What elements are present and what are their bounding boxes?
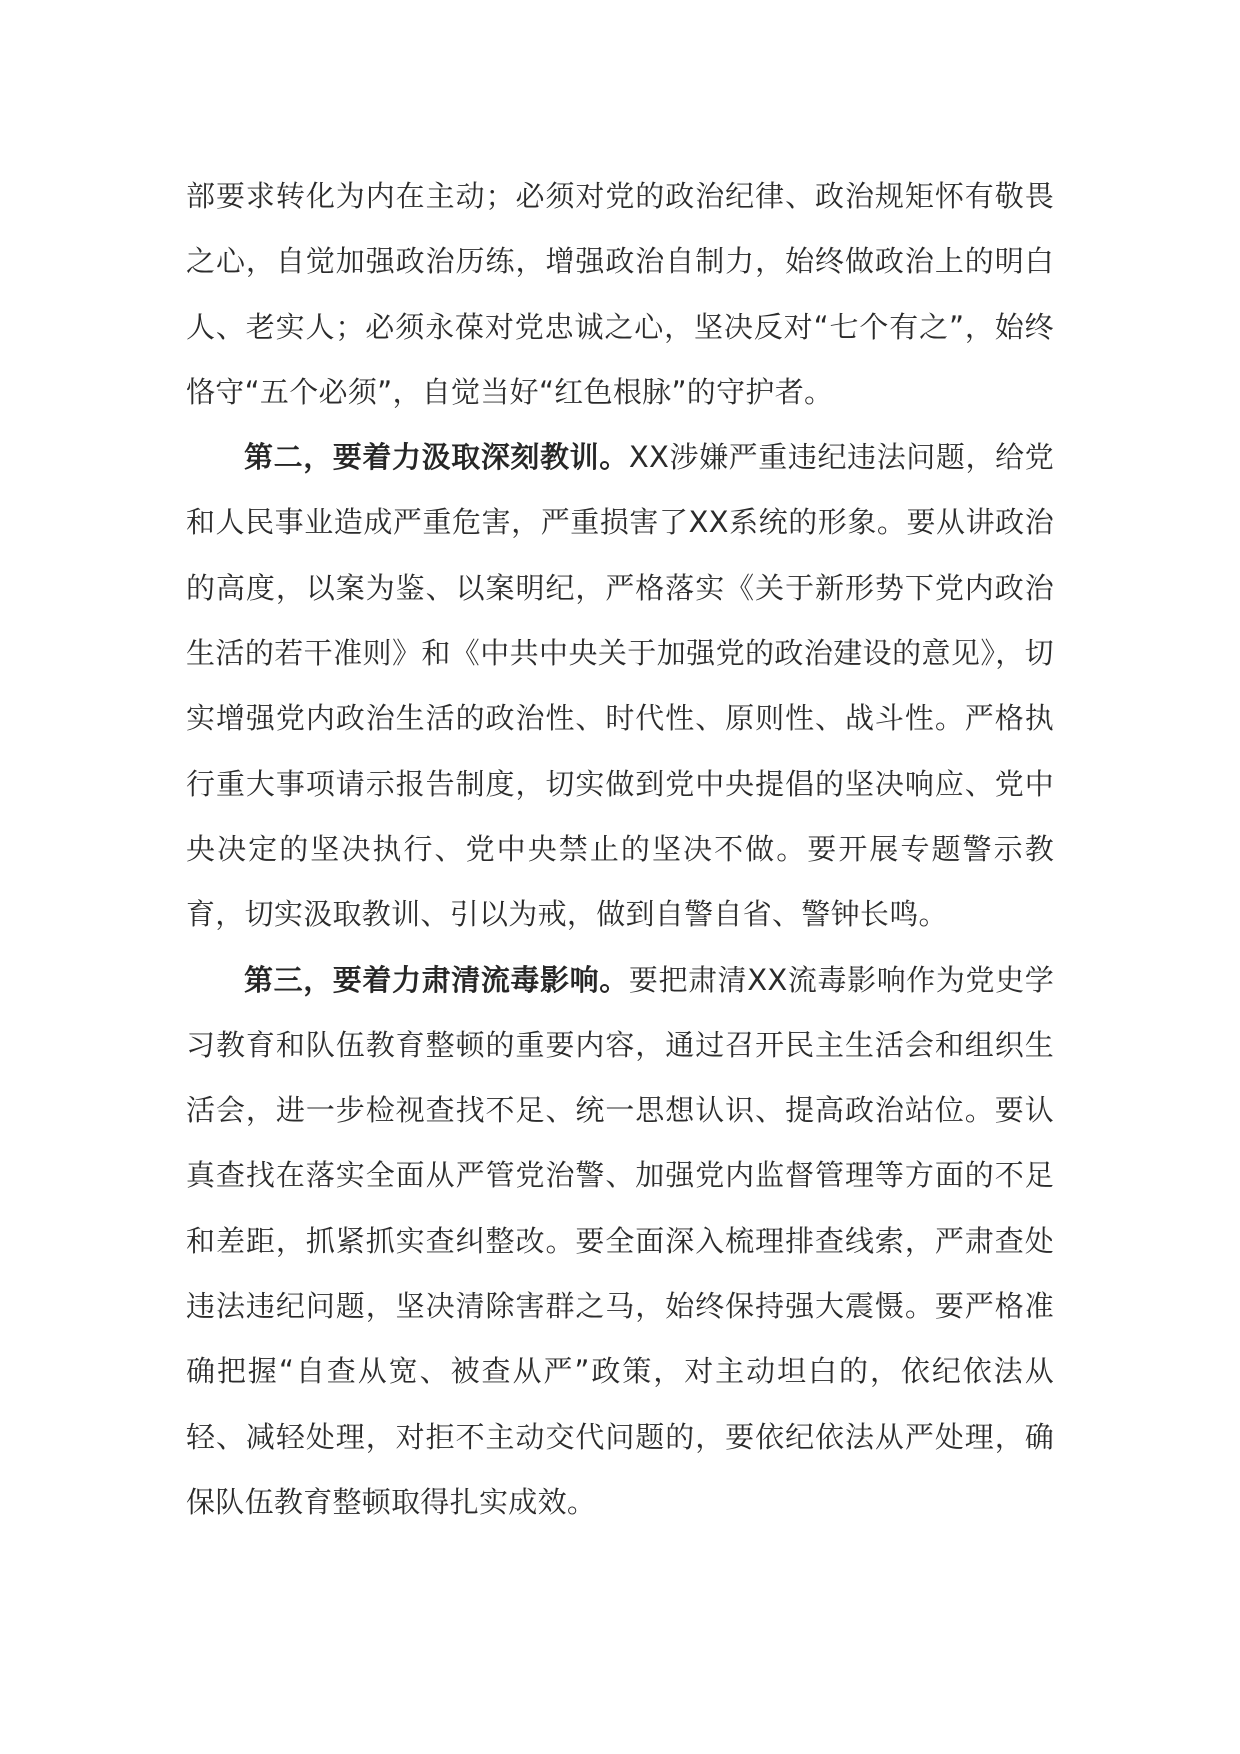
paragraph-third-point bbox=[186, 948, 1054, 1536]
document-body bbox=[186, 164, 1054, 1535]
paragraph-text: XX涉嫌严重违纪违法问题，给党和人民事业造成严重危害，严重损害了XX系统的形象。要从讲政治的高度，以案为鉴、以案明纪，严格落实《关于新形势下党内政治生活的若干准则》和《中共中央关于加强党的政治建设的意见》，切实增强党内政治生活的政治性、时代性、原则性、战斗性。严格执行重大事项请示报告制度，切实做到党中央提倡的坚决响应、党中央决定的坚决执行、党中央禁止的坚决不做。要开展专题警示教育，切实汲取教训、引以为戒，做到自警自省、警钟长鸣。 bbox=[186, 440, 1055, 932]
paragraph-second-point bbox=[186, 425, 1054, 947]
paragraph-continuation bbox=[186, 164, 1054, 425]
paragraph-text: 要把肃清XX流毒影响作为党史学习教育和队伍教育整顿的重要内容，通过召开民主生活会和组织生活会，进一步检视查找不足、统一思想认识、提高政治站位。要认真查找在落实全面从严管党治警、加强党内监督管理等方面的不足和差距，抓紧抓实查纠整改。要全面深入梳理排查线索，严肃查处违法违纪问题，坚决清除害群之马，始终保持强大震慑。要严格准确把握“自查从宽、被查从严”政策，对主动坦白的，依纪依法从轻、减轻处理，对拒不主动交代问题的，要依纪依法从严处理，确保队伍教育整顿取得扎实成效。 bbox=[186, 962, 1055, 1519]
paragraph-text: 部要求转化为内在主动；必须对党的政治纪律、政治规矩怀有敬畏之心，自觉加强政治历练，增强政治自制力，始终做政治上的明白人、老实人；必须永葆对党忠诚之心，坚决反对“七个有之”，始终恪守“五个必须”，自觉当好“红色根脉”的守护者。 bbox=[186, 179, 1054, 409]
paragraph-heading: 第三，要着力肃清流毒影响。 bbox=[244, 962, 629, 997]
paragraph-heading: 第二，要着力汲取深刻教训。 bbox=[244, 440, 629, 475]
